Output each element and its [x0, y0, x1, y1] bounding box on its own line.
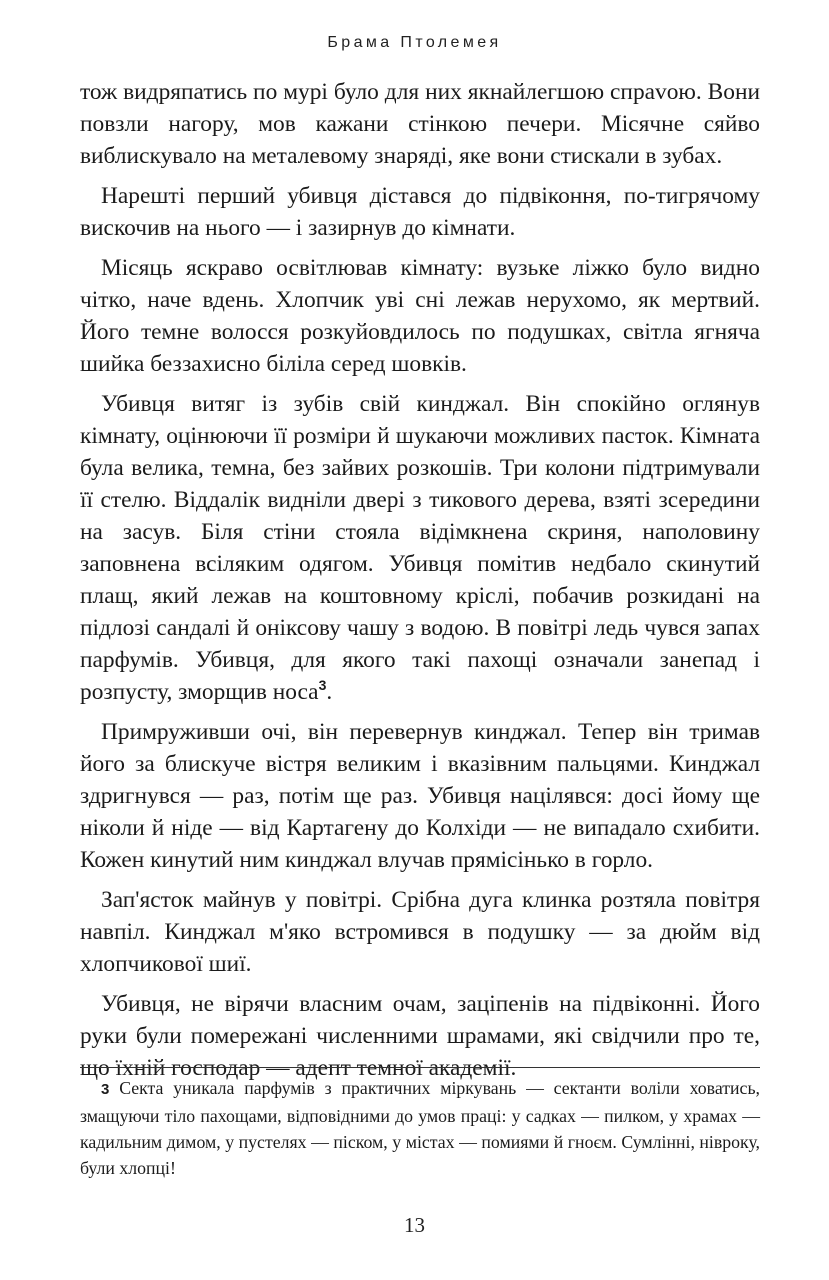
- footnote-marker: 3: [101, 1081, 110, 1098]
- paragraph-4-text: Убивця витяг із зубів свій кинджал. Він спокійно оглянув кімнату, оцінюючи її розміри й шукаючи можливих пасток. Кімната була велика, темна, без зайвих розкошів. Три колони підтримували її стелю. Віддалік видніли двері з тикового дерева, взяті зсередини на засув. Біля стіни стояла відімкнена скриня, наполовину заповнена всіляким одягом. Убивця помітив недбало скинутий плащ, який лежав на коштовному кріслі, побачив розкидані на підлозі сандалі й оніксову чашу з водою. В повітрі ледь чувся запах парфумів. Убивця, для якого такі пахощі означали занепад і розпусту, зморщив носа: [80, 391, 760, 705]
- paragraph-1: тож видряпатись по мурі було для них якнайлегшою спраvою. Вони повзли нагору, мов кажани стінкою печери. Місячне сяйво виблискувало на металевому знаряді, яке вони стискали в зубах.: [80, 79, 760, 169]
- paragraph-2: Нарешті перший убивця дістався до підвіконня, по-тигрячому вискочив на нього — і зазирнув до кімнати.: [80, 183, 760, 241]
- footnote-divider: [80, 1067, 760, 1068]
- main-text: [80, 76, 760, 1092]
- paragraph-4: [80, 388, 760, 708]
- footnote: [80, 1075, 760, 1181]
- footnote-reference[interactable]: 3: [318, 677, 327, 694]
- paragraph-4-end: .: [326, 679, 333, 705]
- paragraph-7: Убивця, не вірячи власним очам, заціпенів на підвіконні. Його руки були помережані численними шрамами, які свідчили про те, що їхній господар — адепт темної академії.: [80, 991, 760, 1081]
- paragraph-3: Місяць яскраво освітлював кімнату: вузьке ліжко було видно чітко, наче вдень. Хлопчик уві сні лежав нерухомо, як мертвий. Його темне волосся розкуйовдилось по подушках, світла ягняча шийка беззахисно біліла серед шовків.: [80, 255, 760, 377]
- paragraph-5: Примруживши очі, він перевернув кинджал. Тепер він тримав його за блискуче вістря великим і вказівним пальцями. Кинджал здригнувся — раз, потім ще раз. Убивця націлявся: досі йому ще ніколи й ніде — від Картагену до Колхіди — не випадало схибити. Кожен кинутий ним кинджал влучав прямісінько в горло.: [80, 719, 760, 873]
- paragraph-6: Зап'ясток майнув у повітрі. Срібна дуга клинка розтяла повітря навпіл. Кинджал м'яко встромився в подушку — за дюйм від хлопчикової шиї.: [80, 887, 760, 977]
- footnote-text: Секта уникала парфумів з практичних міркувань — сектанти воліли ховатись, змащуючи тіло пахощами, відповідними до умов праці: у садках — пилком, у храмах — кадильним димом, у пустелях — піском, у містах — помиями й гноєм. Сумлінні, нівроку, були хлопці!: [80, 1078, 760, 1178]
- page-number: 13: [404, 1213, 425, 1237]
- running-header: Брама Птолемея: [327, 34, 502, 51]
